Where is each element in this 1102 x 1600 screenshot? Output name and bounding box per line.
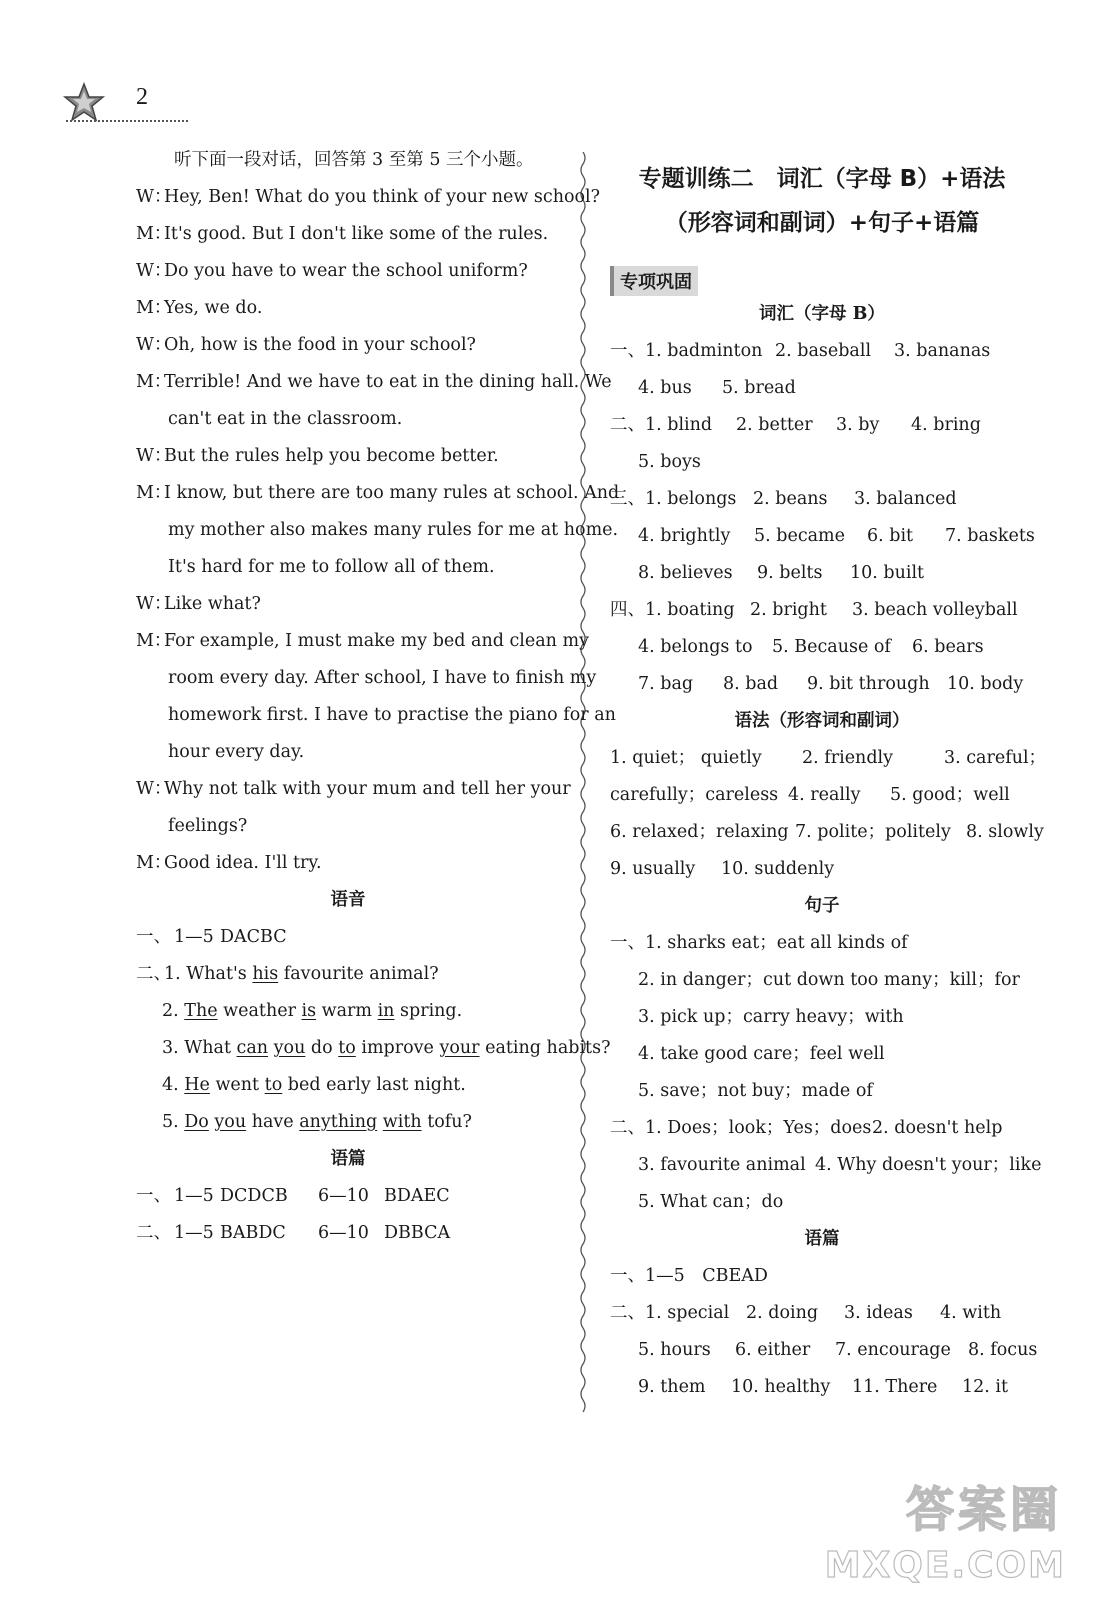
underlined-word: you <box>273 1038 306 1058</box>
phonetics-answer-row: 一、 1—5 DACBC <box>136 927 287 947</box>
answer-item: 11. There <box>852 1377 938 1397</box>
answer-item: 一、1—5 CBEAD <box>610 1266 768 1286</box>
answer-row <box>610 1184 1034 1221</box>
answer-item: 9. them <box>638 1377 706 1397</box>
answer-item: 二、1. Does；look；Yes；does <box>610 1118 872 1138</box>
answer-row <box>610 1369 1034 1406</box>
dialogue-text: Hey, Ben! What do you think of your new school? <box>164 187 601 207</box>
sentence-fragment: warm <box>316 1001 378 1021</box>
underlined-word: his <box>252 964 279 984</box>
answer-item: 6. relaxed；relaxing <box>610 822 789 842</box>
dialogue-text: hour every day. <box>168 742 305 762</box>
answer-item: 4. with <box>940 1303 1002 1323</box>
dialogue-text: my mother also makes many rules for me at home. <box>168 520 619 540</box>
dialogue <box>136 179 620 882</box>
sentence-fragment: have <box>246 1112 300 1132</box>
answer-item: 一、1. badminton <box>610 341 763 361</box>
sentence-fragment: 5. <box>162 1112 185 1132</box>
header-rule <box>66 120 188 122</box>
sentence <box>164 956 439 993</box>
sentence-fragment: do <box>305 1038 339 1058</box>
phonetics-item <box>136 956 560 993</box>
dialogue-line <box>136 438 560 475</box>
answer-row <box>610 407 1034 444</box>
speaker-label: W： <box>136 187 172 207</box>
answer-row <box>610 592 1034 629</box>
underlined-word: anything <box>299 1112 378 1132</box>
answer-item: 二、1. special <box>610 1303 730 1323</box>
reading-heading: 语篇 <box>330 1149 366 1169</box>
answer-row <box>610 629 1034 666</box>
answer-item: 二、1. blind <box>610 415 713 435</box>
vocab-heading: 词汇（字母 B） <box>759 304 885 324</box>
speaker-label: W： <box>136 335 172 355</box>
column-divider <box>578 152 588 1422</box>
dialogue-line <box>136 512 619 549</box>
answer-item: 4. Why doesn't your；like <box>815 1155 1042 1175</box>
answer-item: 3. careful； <box>944 748 1047 768</box>
answer-row <box>610 1110 1034 1147</box>
dialogue-line <box>136 216 560 253</box>
reading-heading: 语篇 <box>804 1229 840 1249</box>
reading-answer-row: 一、 1—5 DCDCB 6—10 BDAEC <box>136 1186 450 1206</box>
answer-item: 8. believes <box>638 563 733 583</box>
sentence-fragment: tofu? <box>421 1112 472 1132</box>
answer-row <box>610 740 1047 777</box>
left-column <box>136 142 620 1252</box>
dialogue-line <box>136 623 589 660</box>
answer-item: 5. good；well <box>890 785 1010 805</box>
dialogue-line <box>136 734 560 771</box>
sentence-fragment: favourite animal? <box>278 964 439 984</box>
dialogue-text: It's hard for me to follow all of them. <box>168 557 495 577</box>
underlined-word: The <box>184 1001 218 1021</box>
underlined-word: in <box>377 1001 395 1021</box>
underlined-word: can <box>236 1038 269 1058</box>
answer-item: 5. save；not buy；made of <box>638 1081 873 1101</box>
dialogue-line <box>136 364 612 401</box>
sentence <box>162 993 462 1030</box>
underlined-word: Do <box>184 1112 209 1132</box>
dialogue-line <box>136 179 601 216</box>
answer-item: 8. slowly <box>966 822 1044 842</box>
dialogue-text: Like what? <box>164 594 261 614</box>
sentence-fragment: 4. <box>162 1075 185 1095</box>
reading-answer-row: 二、 1—5 BABDC 6—10 DBBCA <box>136 1223 451 1243</box>
answer-row <box>610 999 1034 1036</box>
answer-item: 9. belts <box>757 563 823 583</box>
dialogue-line <box>136 327 560 364</box>
speaker-label: M： <box>136 224 172 244</box>
sentence <box>162 1104 472 1141</box>
item-number: 二、 <box>136 964 171 984</box>
answer-item: 9. bit through <box>807 674 930 694</box>
answer-row <box>610 333 1034 370</box>
answer-row <box>610 481 1034 518</box>
dialogue-line <box>136 697 616 734</box>
speaker-label: M： <box>136 298 172 318</box>
dialogue-text: For example, I must make my bed and clean my <box>164 631 589 651</box>
sentence-fragment: spring. <box>394 1001 463 1021</box>
answer-item: 3. ideas <box>844 1303 913 1323</box>
answer-row <box>610 851 1034 888</box>
answer-row <box>610 814 1044 851</box>
answer-item: 2. better <box>736 415 813 435</box>
dialogue-line <box>136 475 620 512</box>
answer-item: 3. bananas <box>894 341 991 361</box>
dialogue-line <box>136 660 597 697</box>
answer-item: 4. really <box>788 785 861 805</box>
answer-item: 8. bad <box>723 674 779 694</box>
dialogue-line <box>136 845 560 882</box>
dialogue-text: I know, but there are too many rules at school. And <box>164 483 620 503</box>
dialogue-text: But the rules help you become better. <box>164 446 499 466</box>
underlined-word: to <box>338 1038 356 1058</box>
dialogue-line <box>136 549 560 586</box>
answer-item: 4. bus <box>638 378 692 398</box>
phonetics-item <box>136 1030 611 1067</box>
star-icon <box>62 82 106 122</box>
speaker-label: W： <box>136 779 172 799</box>
answer-item: 2. friendly <box>802 748 894 768</box>
answer-item: 7. encourage <box>835 1340 951 1360</box>
phonetics-item <box>136 993 560 1030</box>
dialogue-line <box>136 290 560 327</box>
sentence-fragment: improve <box>355 1038 440 1058</box>
answer-item: 2. doing <box>746 1303 819 1323</box>
sentence-fragment: bed early last night. <box>282 1075 466 1095</box>
answer-item: 3. beach volleyball <box>852 600 1018 620</box>
answer-item: 6. bears <box>912 637 984 657</box>
answer-item: 10. body <box>947 674 1024 694</box>
answer-item: 9. usually <box>610 859 696 879</box>
answer-item: 3. balanced <box>854 489 957 509</box>
answer-item: 4. take good care；feel well <box>638 1044 885 1064</box>
grammar-heading: 语法（形容词和副词） <box>734 711 910 731</box>
underlined-word: He <box>184 1075 210 1095</box>
speaker-label: W： <box>136 261 172 281</box>
dialogue-text: Terrible! And we have to eat in the dining hall. We <box>164 372 612 392</box>
phonetics-item <box>136 1104 560 1141</box>
answer-item: 5. hours <box>638 1340 711 1360</box>
phonetics-underline-list <box>136 956 611 1141</box>
section-title-line1: 专题训练二 词汇（字母 B）+语法 <box>638 166 1006 192</box>
answer-item: 5. Because of <box>772 637 891 657</box>
answer-item: 4. belongs to <box>638 637 753 657</box>
dialogue-text: Why not talk with your mum and tell her your <box>164 779 571 799</box>
answer-row <box>610 1332 1038 1369</box>
answer-item: 7. bag <box>638 674 694 694</box>
dialogue-text: feelings? <box>168 816 248 836</box>
sentence-fragment: 1. What's <box>164 964 253 984</box>
answer-item: 10. built <box>850 563 925 583</box>
underlined-word: your <box>439 1038 480 1058</box>
sentence <box>162 1067 466 1104</box>
sentence-fragment: 3. What <box>162 1038 237 1058</box>
answer-item: 6. either <box>735 1340 811 1360</box>
answer-item: 2. bright <box>750 600 827 620</box>
section-badge: 专项巩固 <box>610 266 698 296</box>
listening-intro: 听下面一段对话，回答第 3 至第 5 三个小题。 <box>174 150 534 170</box>
sentence-fragment: went <box>209 1075 265 1095</box>
dialogue-text: Yes, we do. <box>164 298 263 318</box>
answer-item: 7. baskets <box>945 526 1035 546</box>
answer-item: 7. polite；politely <box>795 822 951 842</box>
watermark-url: MXQE.COM <box>824 1545 1066 1586</box>
dialogue-text: Oh, how is the food in your school? <box>164 335 476 355</box>
answer-item: 12. it <box>962 1377 1009 1397</box>
dialogue-text: can't eat in the classroom. <box>168 409 403 429</box>
answer-row <box>610 444 1034 481</box>
speaker-label: M： <box>136 483 172 503</box>
answer-item: 3. pick up；carry heavy；with <box>638 1007 904 1027</box>
answer-item: 10. healthy <box>731 1377 831 1397</box>
answer-row <box>610 518 1034 555</box>
dialogue-line <box>136 253 560 290</box>
sentence-fragment: eating habits? <box>479 1038 611 1058</box>
answer-item: 5. What can；do <box>638 1192 784 1212</box>
underlined-word: is <box>301 1001 317 1021</box>
speaker-label: W： <box>136 594 172 614</box>
dialogue-text: It's good. But I don't like some of the rules. <box>164 224 549 244</box>
dialogue-line <box>136 586 560 623</box>
dialogue-text: Do you have to wear the school uniform? <box>164 261 528 281</box>
answer-item: 6. bit <box>867 526 914 546</box>
dialogue-line <box>136 808 560 845</box>
speaker-label: M： <box>136 372 172 392</box>
answer-row <box>610 370 1034 407</box>
answer-item: 2. baseball <box>775 341 872 361</box>
dialogue-text: Good idea. I'll try. <box>164 853 322 873</box>
answer-row <box>610 1073 1034 1110</box>
answer-item: 三、1. belongs <box>610 489 737 509</box>
phonetics-item <box>136 1067 560 1104</box>
answer-row <box>610 666 1034 703</box>
answer-item: 2. in danger；cut down too many；kill；for <box>638 970 1020 990</box>
answer-item: 5. became <box>754 526 846 546</box>
answer-row <box>610 962 1034 999</box>
underlined-word: you <box>214 1112 247 1132</box>
speaker-label: M： <box>136 631 172 651</box>
dialogue-text: homework first. I have to practise the piano for an <box>168 705 616 725</box>
speaker-label: W： <box>136 446 172 466</box>
answer-row <box>610 1147 1042 1184</box>
answer-item: 5. boys <box>638 452 701 472</box>
answer-item: 四、1. boating <box>610 600 735 620</box>
sentence-fragment: 2. <box>162 1001 185 1021</box>
page-number: 2 <box>136 84 148 110</box>
right-column <box>610 296 1047 1406</box>
answer-item: 8. focus <box>968 1340 1038 1360</box>
answer-row <box>610 777 1034 814</box>
dialogue-text: room every day. After school, I have to finish my <box>168 668 597 688</box>
underlined-word: to <box>264 1075 283 1095</box>
answer-item: 3. by <box>836 415 880 435</box>
sentence-heading: 句子 <box>804 896 840 916</box>
answer-item: 1. quiet； quietly <box>610 748 762 768</box>
answer-item: 2. beans <box>753 489 828 509</box>
answer-row <box>610 925 1034 962</box>
sentence <box>162 1030 610 1067</box>
answer-item: 10. suddenly <box>721 859 835 879</box>
answer-item: 4. brightly <box>638 526 731 546</box>
answer-item: 3. favourite animal <box>638 1155 806 1175</box>
answer-row <box>610 1295 1034 1332</box>
sentence-fragment: weather <box>217 1001 302 1021</box>
dialogue-line <box>136 771 571 808</box>
answer-item: 4. bring <box>911 415 981 435</box>
answer-item: 2. doesn't help <box>872 1118 1003 1138</box>
phonetics-heading: 语音 <box>330 890 366 910</box>
answer-row <box>610 1036 1034 1073</box>
answer-row <box>610 555 1034 592</box>
speaker-label: M： <box>136 853 172 873</box>
answer-row <box>610 1258 1034 1295</box>
answer-item: 一、1. sharks eat；eat all kinds of <box>610 933 908 953</box>
dialogue-line <box>136 401 560 438</box>
answer-item: carefully；careless <box>610 785 779 805</box>
section-title-line2: （形容词和副词）+句子+语篇 <box>664 210 980 236</box>
underlined-word: with <box>382 1112 422 1132</box>
watermark-logo: 答案圈 <box>905 1482 1062 1538</box>
answer-item: 5. bread <box>722 378 796 398</box>
